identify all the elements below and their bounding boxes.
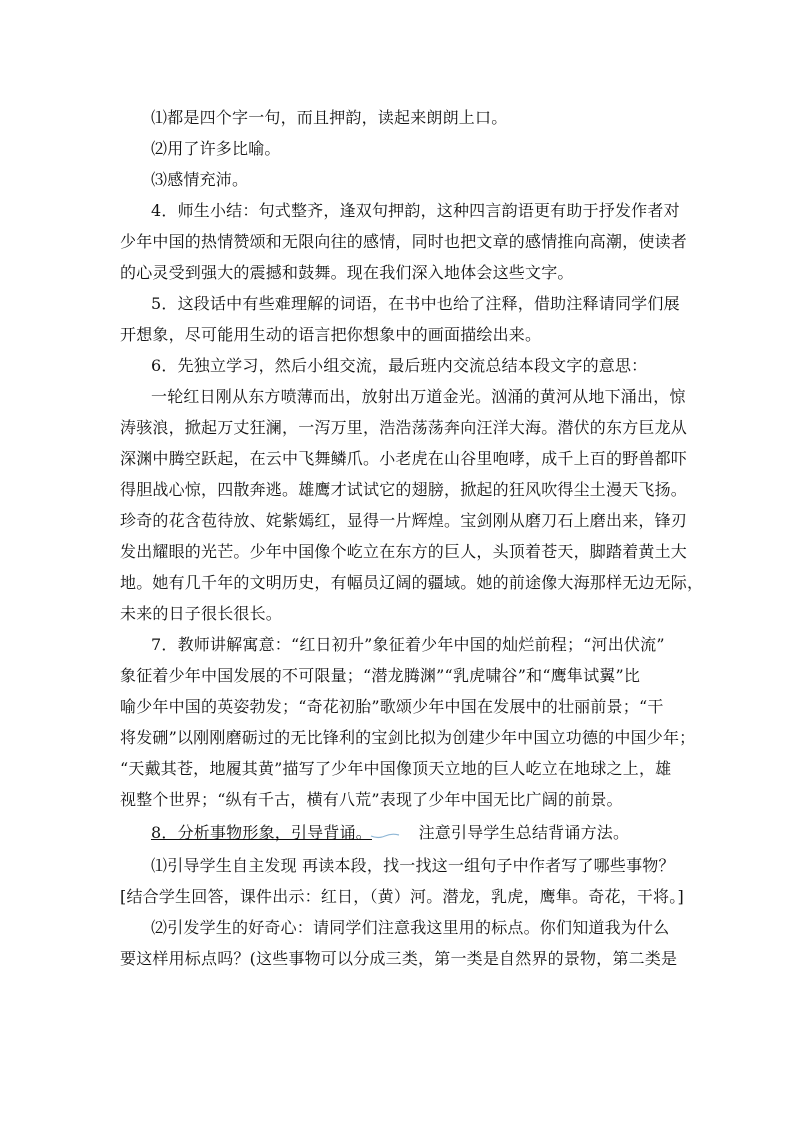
text-line: 少年中国的热情赞颂和无限向往的感情，同时也把文章的感情推向高潮，使读者 <box>120 232 688 251</box>
text-line: 5．这段话中有些难理解的词语，在书中也给了注释，借助注释请同学们展 <box>151 294 680 313</box>
text-line: [结合学生回答，课件出示：红日，（黄）河。潜龙，乳虎，鹰隼。奇花，干将。] <box>120 887 684 906</box>
text-line: ⑵引发学生的好奇心：请同学们注意我这里用的标点。你们知道我为什么 <box>151 918 670 937</box>
handwritten-mark-icon <box>370 830 400 840</box>
text-line: ⑴引导学生自主发现 再读本段，找一找这一组句子中作者写了哪些事物？ <box>151 856 675 875</box>
text-line: 喻少年中国的英姿勃发；“奇花初胎”歌颂少年中国在发展中的壮丽前景；“干 <box>120 697 664 716</box>
text-line: 开想象，尽可能用生动的语言把你想象中的画面描绘出来。 <box>120 325 542 344</box>
text-line: 7．教师讲解寓意：“红日初升”象征着少年中国的灿烂前程；“河出伏流” <box>151 635 665 654</box>
text-line: 未来的日子很长很长。 <box>120 604 283 623</box>
text-line: 象征着少年中国发展的不可限量；“潜龙腾渊”“乳虎啸谷”和“鹰隼试翼”比 <box>120 666 641 685</box>
text-line: 4．师生小结：句式整齐，逢双句押韵，这种四言韵语更有助于抒发作者对 <box>151 201 680 220</box>
text-line: ⑴都是四个字一句，而且押韵，读起来朗朗上口。 <box>151 108 508 127</box>
text-line <box>151 823 711 843</box>
text-line: 珍奇的花含苞待放、姹紫嫣红，显得一片辉煌。宝剑刚从磨刀石上磨出来，锋刃 <box>120 511 688 530</box>
heading-note: 注意引导学生总结背诵方法。 <box>418 823 630 842</box>
text-line: 发出耀眼的光芒。少年中国像个屹立在东方的巨人，头顶着苍天，脚踏着黄土大 <box>120 542 688 561</box>
text-line: 视整个世界；“纵有千古，横有八荒”表现了少年中国无比广阔的前景。 <box>120 790 623 809</box>
text-line: 涛骇浪，掀起万丈狂澜，一泻万里，浩浩荡荡奔向汪洋大海。潜伏的东方巨龙从 <box>120 418 688 437</box>
text-line: 深渊中腾空跃起，在云中飞舞鳞爪。小老虎在山谷里咆哮，成千上百的野兽都吓 <box>120 449 688 468</box>
text-line: 得胆战心惊，四散奔逃。雄鹰才试试它的翅膀，掀起的狂风吹得尘土漫天飞扬。 <box>120 480 688 499</box>
text-line: 将发硎”以刚刚磨砺过的无比锋利的宝剑比拟为创建少年中国立功德的中国少年； <box>120 728 696 747</box>
text-line: 6．先独立学习，然后小组交流，最后班内交流总结本段文字的意思： <box>151 356 648 375</box>
text-line: 地。她有几千年的文明历史，有幅员辽阔的疆域。她的前途像大海那样无边无际， <box>120 573 704 592</box>
text-line: 的心灵受到强大的震撼和鼓舞。现在我们深入地体会这些文字。 <box>120 263 574 282</box>
text-line: 要这样用标点吗？(这些事物可以分成三类，第一类是自然界的景物，第二类是 <box>120 949 678 968</box>
text-line: ⑶感情充沛。 <box>151 170 249 189</box>
text-line: 一轮红日刚从东方喷薄而出，放射出万道金光。汹涌的黄河从地下涌出，惊 <box>151 387 686 406</box>
text-line: “天戴其苍，地履其黄”描写了少年中国像顶天立地的巨人屹立在地球之上，雄 <box>120 759 672 778</box>
text-line: ⑵用了许多比喻。 <box>151 139 281 158</box>
section-heading: 8．分析事物形象，引导背诵。 <box>151 823 372 842</box>
